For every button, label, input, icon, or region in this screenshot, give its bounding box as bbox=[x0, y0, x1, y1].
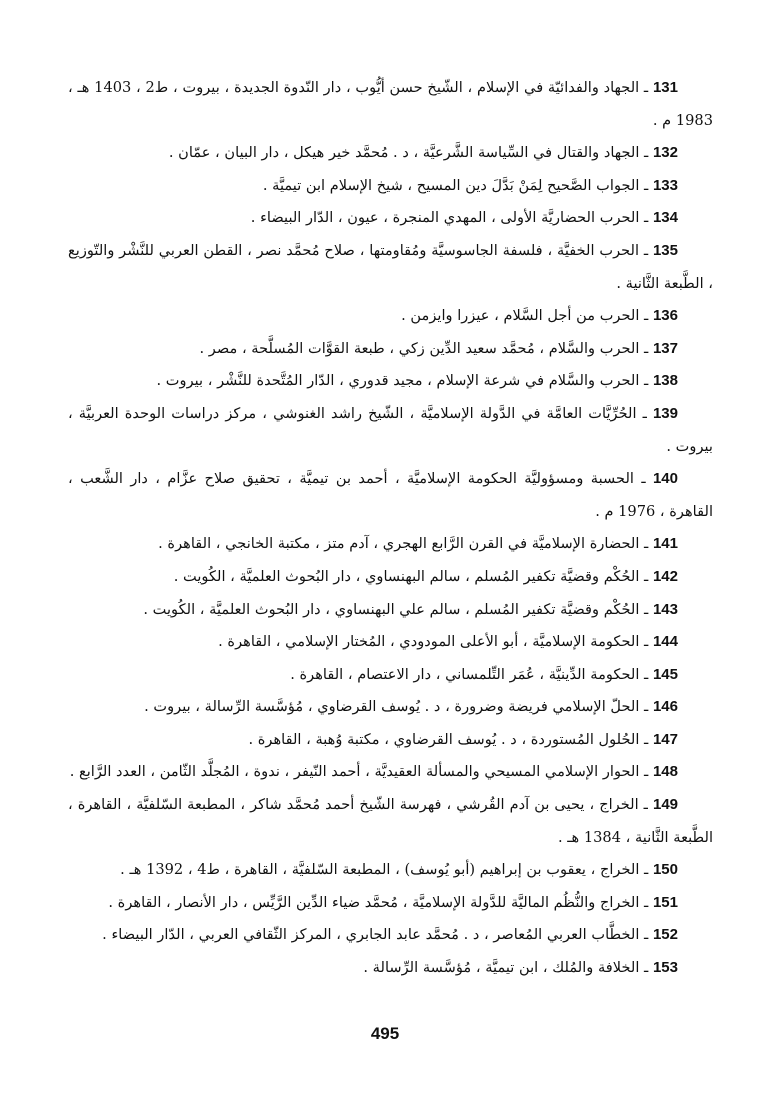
entry-text: ـ الخلافة والمُلك ، ابن تيميَّة ، مُؤسَّسة الرِّسالة . bbox=[363, 959, 653, 977]
bibliography-entry-138 bbox=[68, 365, 713, 398]
entry-number: 143 bbox=[652, 600, 678, 618]
page-number: 495 bbox=[370, 1024, 400, 1043]
entry-text: ـ الحرب الحضاريَّة الأولى ، المهدي المنجرة ، عيون ، الدّار البيضاء . bbox=[250, 209, 653, 227]
entry-text: ـ الحرب والسَّلام ، مُحمَّد سعيد الدِّين زكي ، طبعة القوَّات المُسلَّحة ، مصر . bbox=[199, 339, 653, 357]
entry-text: ـ الجهاد والقتال في السِّياسة الشَّرعيَّة ، د . مُحمَّد خير هيكل ، دار البيان ، عمّان . bbox=[168, 144, 653, 162]
entry-number: 134 bbox=[652, 209, 678, 227]
bibliography-entry-149 bbox=[68, 789, 713, 854]
entry-number: 144 bbox=[652, 633, 678, 651]
entry-text: ـ الخراج ، يعقوب بن إبراهيم (أبو يُوسف) ، المطبعة السّلفيَّة ، القاهرة ، ط4 ، 1392 هـ . bbox=[120, 861, 653, 879]
entry-number: 145 bbox=[652, 665, 678, 683]
bibliography-entry-145 bbox=[68, 659, 713, 692]
entry-text: ـ الجهاد والفدائيّة في الإسلام ، الشّيخ حسن أيُّوب ، دار النّدوة الجديدة ، بيروت ، ط2 ، 1403 هـ ، 1983 م . bbox=[68, 79, 713, 129]
bibliography-entry-153 bbox=[68, 952, 713, 985]
bibliography-entry-141 bbox=[68, 528, 713, 561]
bibliography-entry-147 bbox=[68, 724, 713, 757]
entry-number: 148 bbox=[652, 763, 678, 781]
entry-text: ـ الخطَّاب العربي المُعاصر ، د . مُحمَّد عابد الجابري ، المركز الثّقافي العربي ، الدّار البيضاء . bbox=[102, 926, 653, 944]
entry-number: 136 bbox=[652, 307, 678, 325]
bibliography-list bbox=[68, 72, 713, 985]
entry-text: ـ الحلّ الإسلامي فريضة وضرورة ، د . يُوسف القرضاوي ، مُؤسَّسة الرِّسالة ، بيروت . bbox=[144, 698, 653, 716]
entry-text: ـ الحرب الخفيَّة ، فلسفة الجاسوسيَّة ومُقاومتها ، صلاح مُحمَّد نصر ، القطن العربي للنَّشْر والتّوزيع ، الطَّبعة الثَّانية . bbox=[68, 241, 713, 292]
bibliography-entry-134 bbox=[68, 202, 713, 235]
entry-text: ـ الحُكْم وقضيَّة تكفير المُسلم ، سالم علي البهنساوي ، دار البُحوث العلميَّة ، الكُويت . bbox=[143, 600, 653, 618]
entry-number: 141 bbox=[652, 535, 678, 553]
entry-number: 139 bbox=[652, 404, 678, 422]
entry-text: ـ الحوار الإسلامي المسيحي والمسألة العقيديَّة ، أحمد النّيفر ، ندوة ، المُجلَّد الثّامن ، العدد الرَّابع . bbox=[69, 763, 653, 781]
entry-number: 140 bbox=[652, 470, 678, 488]
entry-number: 149 bbox=[652, 796, 679, 814]
entry-text: ـ الحكومة الدِّينيَّة ، عُمَر التِّلمساني ، دار الاعتصام ، القاهرة . bbox=[290, 665, 653, 683]
entry-number: 142 bbox=[652, 567, 678, 585]
bibliography-entry-144 bbox=[68, 626, 713, 659]
bibliography-entry-151 bbox=[68, 887, 713, 920]
entry-text: ـ الحضارة الإسلاميَّة في القرن الرَّابع الهجري ، آدم متز ، مكتبة الخانجي ، القاهرة . bbox=[158, 535, 653, 553]
entry-text: ـ الحكومة الإسلاميَّة ، أبو الأعلى المودودي ، المُختار الإسلامي ، القاهرة . bbox=[218, 633, 653, 651]
bibliography-entry-133 bbox=[68, 170, 713, 203]
bibliography-entry-135 bbox=[68, 235, 713, 300]
bibliography-entry-139 bbox=[68, 398, 713, 463]
entry-text: ـ الحرب والسَّلام في شرعة الإسلام ، مجيد قدوري ، الدّار المُتَّحدة للنَّشْر ، بيروت . bbox=[156, 372, 653, 390]
entry-number: 153 bbox=[652, 959, 678, 977]
entry-text: ـ الحُكْم وقضيَّة تكفير المُسلم ، سالم البهنساوي ، دار البُحوث العلميَّة ، الكُويت . bbox=[173, 567, 653, 585]
bibliography-entry-132 bbox=[68, 137, 713, 170]
bibliography-entry-131 bbox=[68, 72, 713, 137]
entry-number: 152 bbox=[652, 926, 678, 944]
entry-number: 135 bbox=[652, 241, 678, 259]
entry-text: ـ الحرب من أجل السَّلام ، عيزرا وايزمن . bbox=[401, 307, 653, 325]
bibliography-entry-142 bbox=[68, 561, 713, 594]
entry-text: ـ الخراج ، يحيى بن آدم القُرشي ، فهرسة الشّيخ أحمد مُحمَّد شاكر ، المطبعة السّلفيَّة ، القاهرة ، الطَّبعة الثَّانية ، 1384 هـ . bbox=[68, 796, 713, 846]
entry-number: 138 bbox=[652, 372, 678, 390]
entry-number: 150 bbox=[652, 861, 678, 879]
entry-text: ـ الحسبة ومسؤوليَّة الحكومة الإسلاميَّة ، أحمد بن تيميَّة ، تحقيق صلاح عزَّام ، دار الشَّعب ، القاهرة ، 1976 م . bbox=[68, 470, 713, 520]
bibliography-entry-152 bbox=[68, 919, 713, 952]
bibliography-entry-148 bbox=[68, 756, 713, 789]
bibliography-entry-146 bbox=[68, 691, 713, 724]
entry-number: 132 bbox=[652, 144, 678, 162]
entry-text: ـ الحُرِّيَّات العامَّة في الدَّولة الإسلاميَّة ، الشّيخ راشد الغنوشي ، مركز دراسات الوحدة العربيَّة ، بيروت . bbox=[68, 404, 713, 455]
entry-number: 133 bbox=[652, 176, 678, 194]
entry-text: ـ الجواب الصَّحيح لِمَنْ بَدَّلَ دين المسيح ، شيخ الإسلام ابن تيميَّة . bbox=[262, 176, 653, 194]
bibliography-entry-137 bbox=[68, 333, 713, 366]
entry-number: 137 bbox=[652, 339, 678, 357]
entry-text: ـ الحُلول المُستوردة ، د . يُوسف القرضاوي ، مكتبة وُهبة ، القاهرة . bbox=[248, 730, 653, 748]
entry-text: ـ الخراج والنُّظُم الماليَّة للدَّولة الإسلاميَّة ، مُحمَّد ضياء الدِّين الرَّيِّس ، دار الأنصار ، القاهرة . bbox=[108, 893, 653, 911]
bibliography-entry-150 bbox=[68, 854, 713, 887]
bibliography-entry-143 bbox=[68, 594, 713, 627]
bibliography-entry-136 bbox=[68, 300, 713, 333]
bibliography-entry-140 bbox=[68, 463, 713, 528]
entry-number: 131 bbox=[652, 79, 678, 96]
entry-number: 147 bbox=[652, 730, 678, 748]
entry-number: 146 bbox=[652, 698, 678, 716]
entry-number: 151 bbox=[652, 893, 678, 911]
